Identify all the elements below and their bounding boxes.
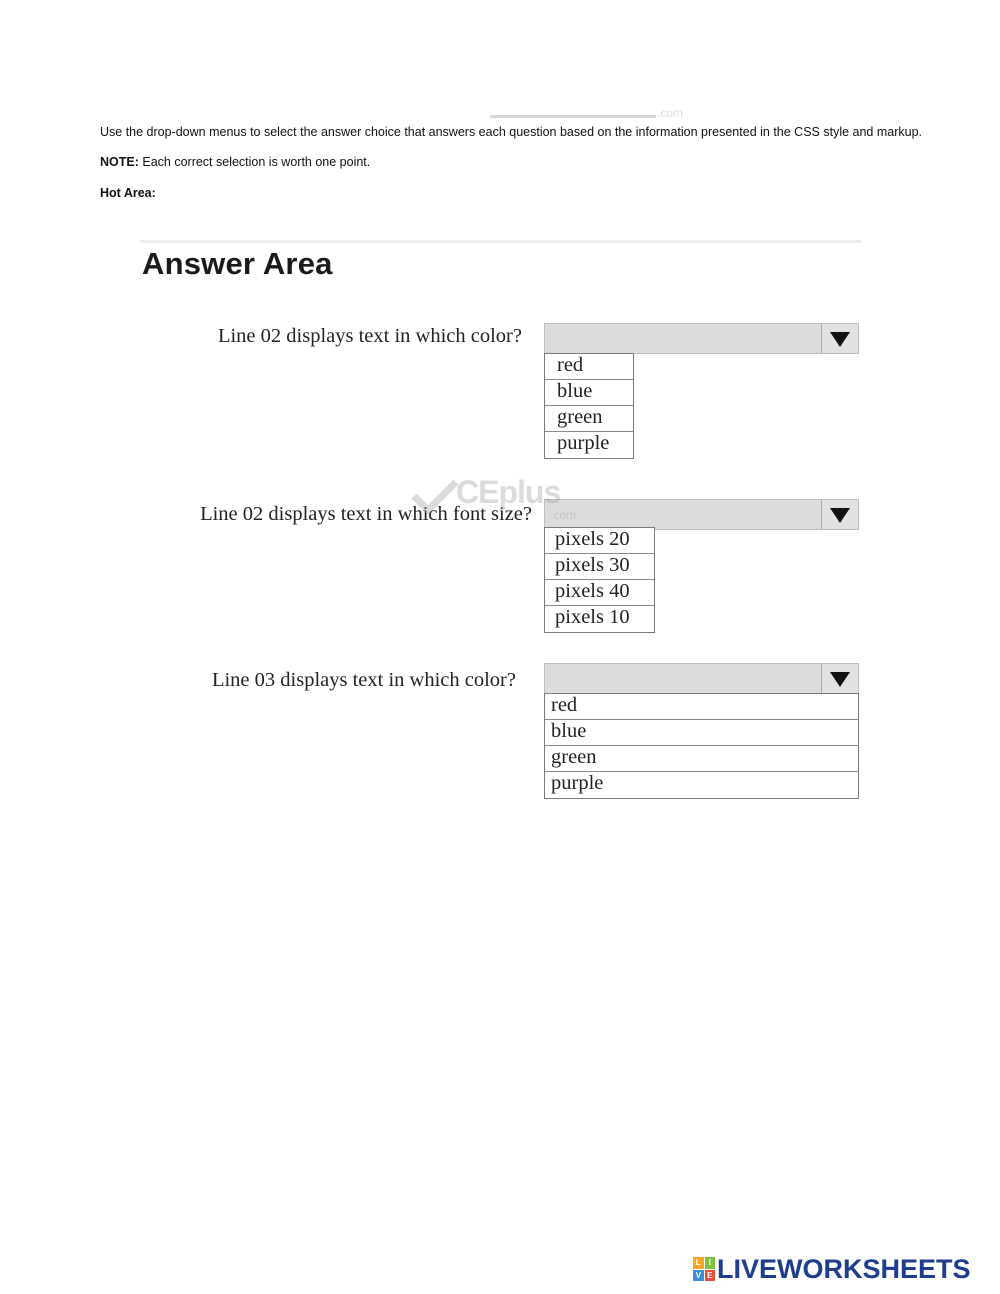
option-item[interactable]: green — [545, 746, 858, 772]
dropdown-toggle-button[interactable] — [821, 324, 858, 353]
instructions-text: Use the drop-down menus to select the answer choice that answers each question based on the information presented in the CSS style and markup. — [100, 125, 922, 139]
option-item[interactable]: purple — [551, 772, 604, 794]
question-1-text: Line 02 displays text in which color? — [217, 325, 522, 347]
header-divider — [490, 115, 656, 118]
question-1-options — [544, 353, 634, 459]
watermark-subtext: .com — [550, 508, 577, 522]
hot-area-label: Hot Area: — [100, 186, 156, 200]
note-line — [100, 155, 370, 169]
note-label: NOTE: — [100, 155, 139, 169]
option-item[interactable]: blue — [545, 720, 858, 746]
logo-grid-icon — [693, 1257, 715, 1281]
triangle-down-icon — [830, 332, 850, 347]
watermark-text: CEplus — [456, 474, 561, 510]
question-3-options — [544, 693, 859, 799]
dropdown-toggle-button[interactable] — [821, 500, 858, 529]
option-item[interactable]: blue — [545, 380, 633, 406]
option-item[interactable]: purple — [557, 432, 610, 454]
triangle-down-icon — [830, 508, 850, 523]
liveworksheets-logo — [693, 1254, 971, 1284]
option-item[interactable]: green — [545, 406, 633, 432]
answer-area-title: Answer Area — [142, 246, 333, 281]
option-item[interactable]: red — [545, 354, 633, 380]
option-item[interactable]: pixels 10 — [555, 606, 630, 628]
dropdown-toggle-button[interactable] — [821, 664, 858, 693]
question-2-text: Line 02 displays text in which font size? — [200, 503, 532, 525]
note-text: Each correct selection is worth one point. — [138, 155, 371, 169]
option-item[interactable]: red — [545, 694, 858, 720]
logo-letter: V — [693, 1270, 704, 1282]
triangle-down-icon — [830, 672, 850, 687]
logo-text: LIVEWORKSHEETS — [717, 1253, 971, 1284]
question-2-options — [544, 527, 655, 633]
option-item[interactable]: pixels 30 — [545, 554, 654, 580]
header-watermark: .com — [657, 106, 684, 120]
logo-letter: L — [693, 1257, 704, 1269]
logo-letter: E — [705, 1270, 716, 1282]
logo-letter: I — [705, 1257, 716, 1269]
question-1-dropdown[interactable] — [544, 323, 859, 354]
question-3-text: Line 03 displays text in which color? — [211, 669, 516, 691]
question-2-dropdown[interactable] — [544, 499, 859, 530]
question-3-dropdown[interactable] — [544, 663, 859, 694]
answer-area-divider — [140, 240, 861, 243]
option-item[interactable]: pixels 40 — [545, 580, 654, 606]
option-item[interactable]: pixels 20 — [545, 528, 654, 554]
